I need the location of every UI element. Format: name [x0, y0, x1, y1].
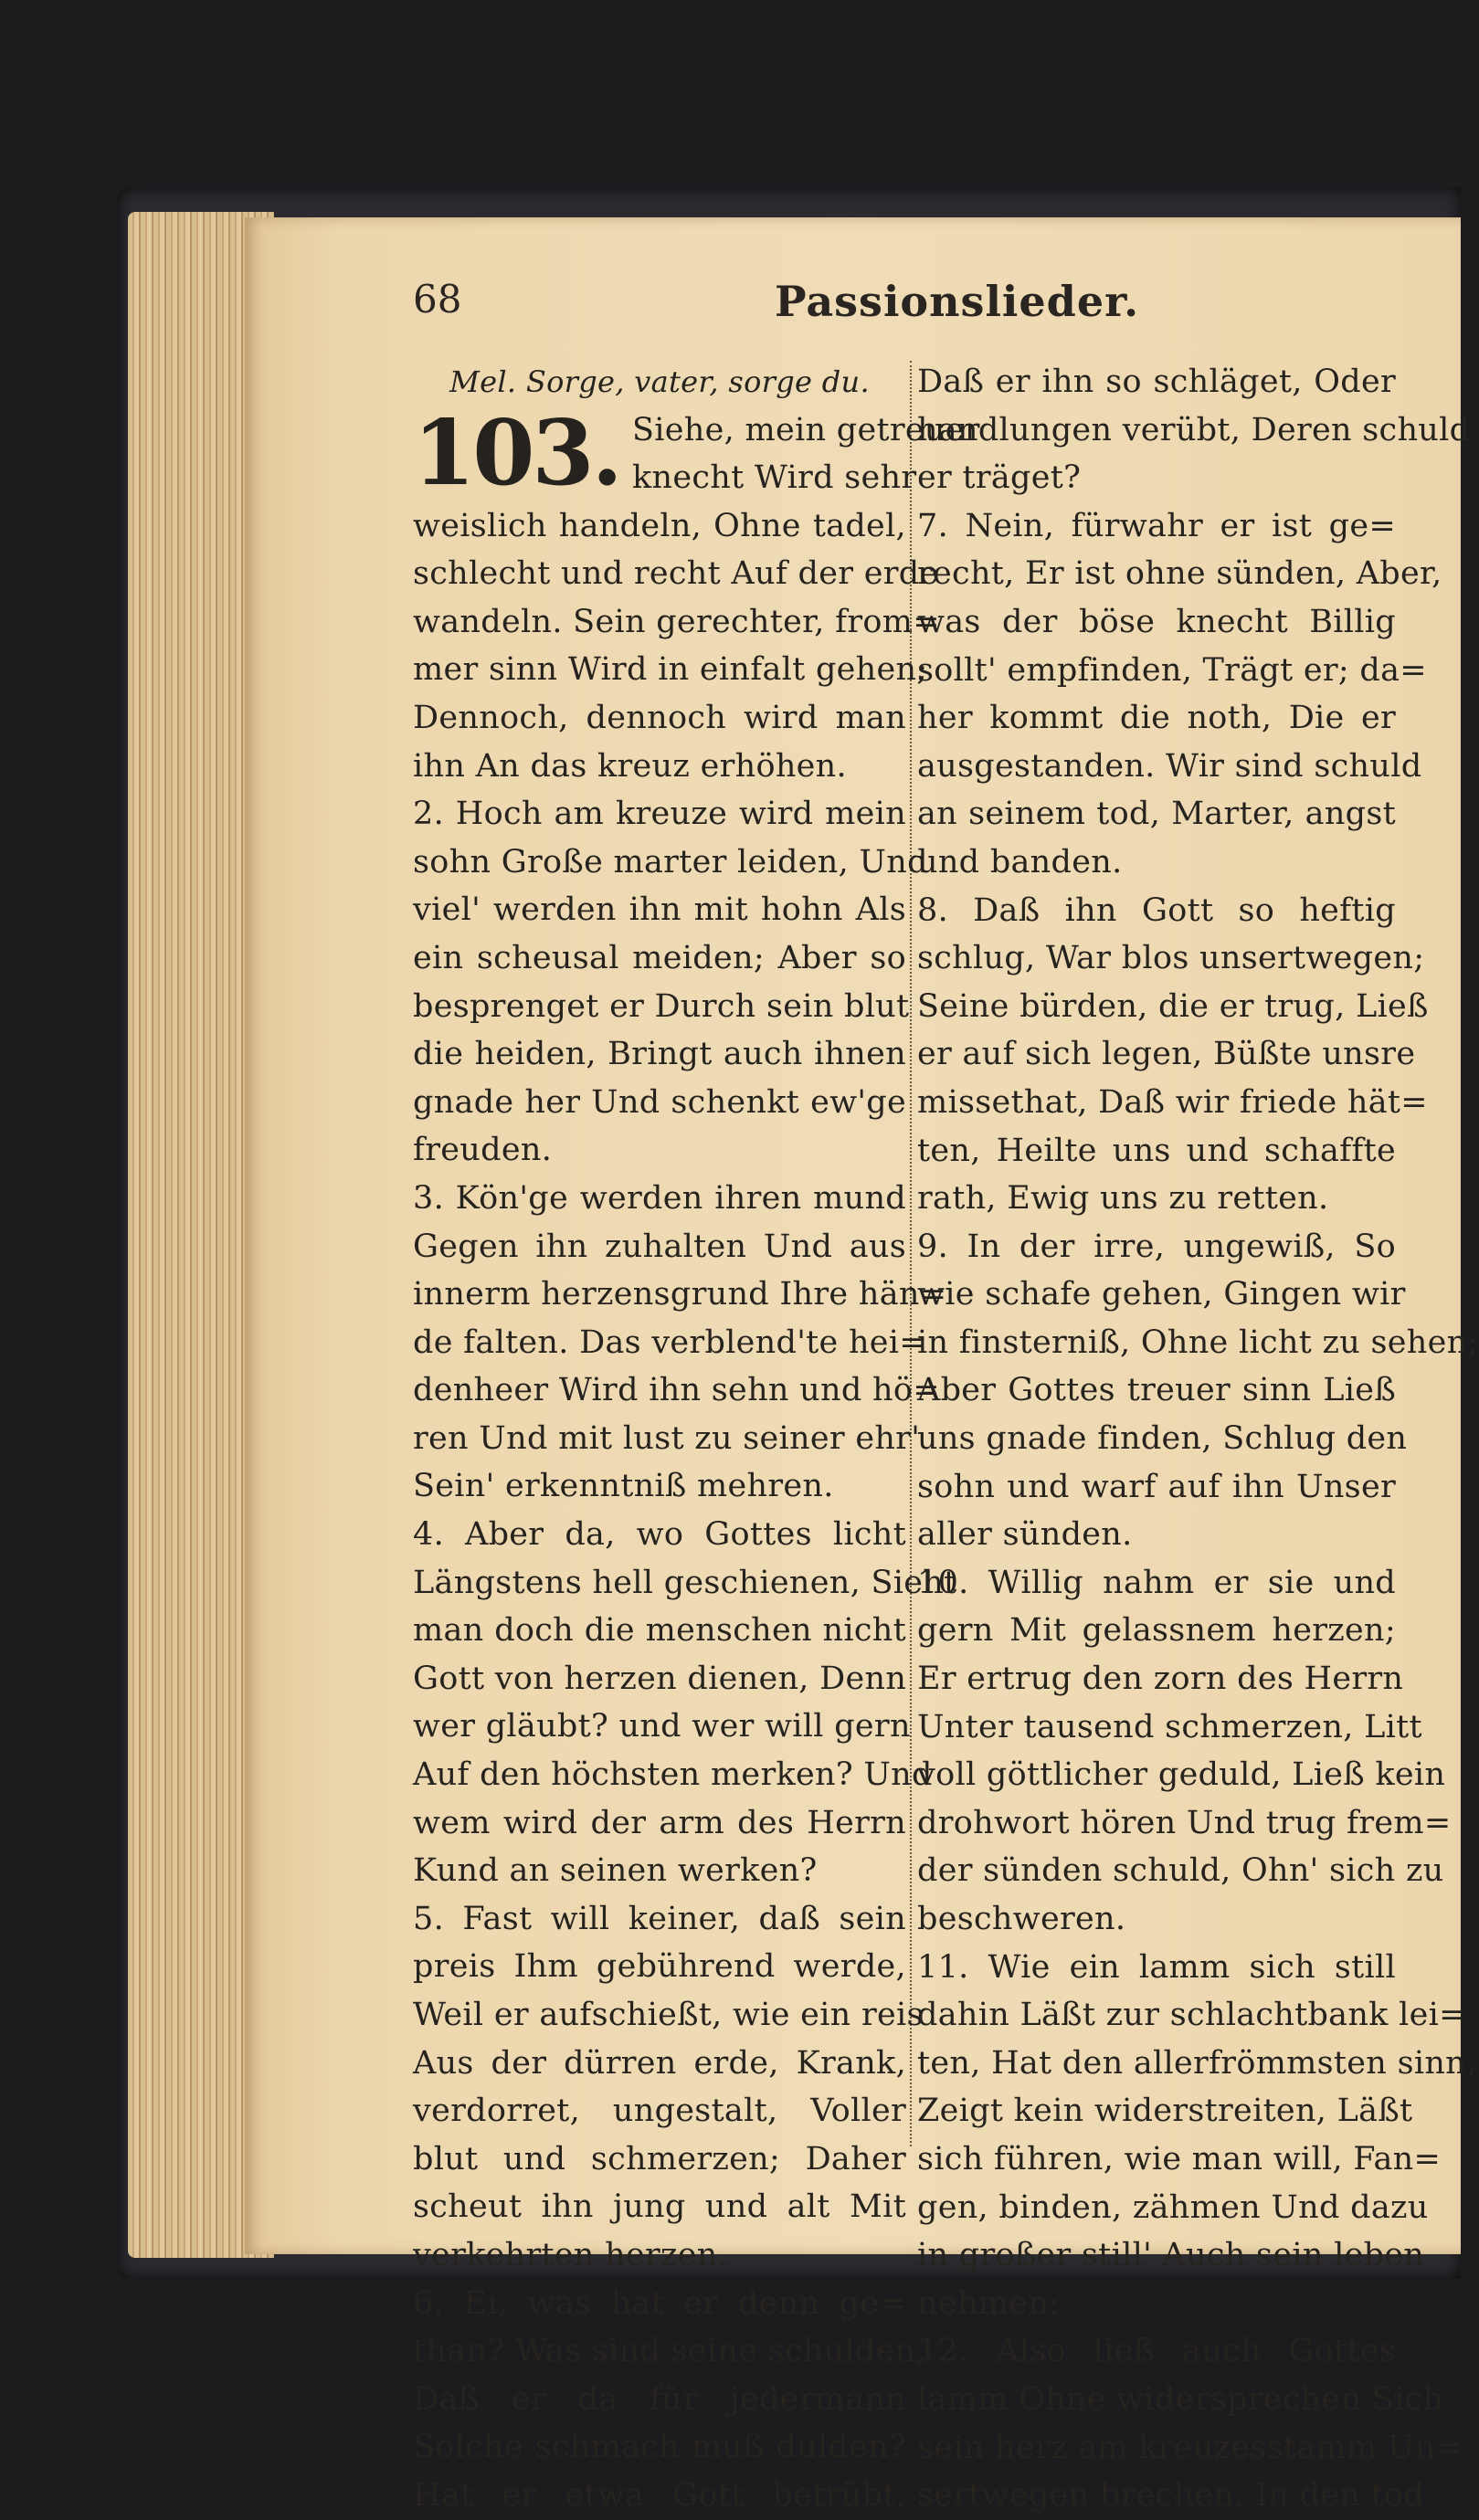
text-line: 4. Aber da, wo Gottes licht [413, 1516, 906, 1554]
left-column [413, 358, 980, 2520]
text-line: 8. Daß ihn Gott so heftig [917, 891, 1396, 929]
text-line: Dennoch, dennoch wird man [413, 699, 906, 736]
text-line: 3. Kön'ge werden ihren mund [413, 1179, 906, 1217]
text-line: schlecht und recht Auf der erde [413, 555, 939, 593]
text-line: ten, Hat den allerfrömmsten sinn, [917, 2044, 1477, 2082]
text-line: beschweren. [917, 1901, 1126, 1937]
text-line: Unter tausend schmerzen, Litt [917, 1708, 1422, 1745]
text-line: er träget? [917, 459, 1082, 497]
text-line: an seinem tod, Marter, angst [917, 796, 1396, 833]
text-line: Auf den höchsten merken? Und [413, 1756, 933, 1794]
text-line: her kommt die noth, Die er [917, 700, 1396, 737]
text-line: Kund an seinen werken? [413, 1852, 818, 1890]
text-line: Seine bürden, die er trug, Ließ [917, 987, 1429, 1025]
text-line: mer sinn Wird in einfalt gehen; [413, 651, 928, 689]
text-line: ein scheusal meiden; Aber so [413, 939, 906, 976]
text-line: viel' werden ihn mit hohn Als [413, 891, 906, 929]
text-line: ausgestanden. Wir sind schuld [917, 747, 1422, 785]
text-line: 9. In der irre, ungewiß, So [917, 1228, 1396, 1265]
text-line: sein herz am kreuzesstamm Un= [917, 2429, 1463, 2466]
text-line: in großer still' Auch sein leben [917, 2237, 1425, 2274]
melody-line: Mel. Sorge, vater, sorge du. [449, 364, 870, 399]
text-line: Solche schmach muß dulden? [413, 2429, 906, 2466]
text-line: Aus der dürren erde, Krank, [413, 2044, 906, 2082]
text-line: Daß er ihn so schläget, Oder [917, 364, 1396, 400]
text-line: wem wird der arm des Herrn [413, 1804, 906, 1841]
text-line: gen, binden, zähmen Und dazu [917, 2188, 1429, 2226]
text-line: sohn Große marter leiden, Und [413, 843, 928, 880]
text-line: de falten. Das verblend'te hei= [413, 1323, 926, 1361]
text-line: ren Und mit lust zu seiner ehr' [413, 1419, 921, 1457]
hymn-first-lines [632, 406, 980, 502]
text-line: preis Ihm gebührend werde, [413, 1948, 906, 1986]
hymn-first-line: knecht Wird sehr [632, 459, 917, 497]
text-line: drohwort hören Und trug frem= [917, 1804, 1452, 1841]
text-line: freuden. [413, 1132, 553, 1169]
right-text-lines [917, 358, 1479, 2520]
text-line: than? Was sind seine schulden, [413, 2333, 926, 2370]
right-column [917, 358, 1479, 2520]
text-line: schlug, War blos unsertwegen; [917, 940, 1425, 977]
text-line: nehmen: [917, 2284, 1061, 2322]
text-line: gern Mit gelassnem herzen; [917, 1612, 1396, 1650]
text-line: sich führen, wie man will, Fan= [917, 2140, 1442, 2177]
text-line: lamm Ohne widersprechen Sich [917, 2380, 1444, 2418]
text-line: wie schafe gehen, Gingen wir [917, 1276, 1406, 1313]
text-line: Gott von herzen dienen, Denn [413, 1660, 907, 1697]
text-line: 2. Hoch am kreuze wird mein [413, 796, 906, 833]
text-line: recht, Er ist ohne sünden, Aber, [917, 555, 1442, 593]
text-line: weislich handeln, Ohne tadel, [413, 507, 906, 544]
text-line: blut und schmerzen; Daher [413, 2140, 906, 2177]
text-line: was der böse knecht Billig [917, 603, 1396, 640]
text-line: Gegen ihn zuhalten Und aus [413, 1228, 906, 1265]
text-line: Längstens hell geschienen, Sieht [413, 1564, 957, 1601]
text-line: in finsterniß, Ohne licht zu sehen; [917, 1323, 1479, 1361]
text-line: man doch die menschen nicht [413, 1612, 906, 1650]
text-line: voll göttlicher geduld, Ließ kein [917, 1756, 1446, 1794]
text-line: 5. Fast will keiner, daß sein [413, 1900, 906, 1937]
hymn-first-line: Siehe, mein getreuer [632, 411, 980, 448]
text-line: Aber Gottes treuer sinn Ließ [917, 1372, 1396, 1409]
text-line: 7. Nein, fürwahr er ist ge= [917, 507, 1396, 544]
text-line: sertwegen brechen. In den tod [917, 2477, 1424, 2515]
text-line: Er ertrug den zorn des Herrn [917, 1661, 1404, 1698]
text-line: rath, Ewig uns zu retten. [917, 1180, 1329, 1218]
text-line: Zeigt kein widerstreiten, Läßt [917, 2093, 1413, 2130]
text-line: 6. Ei, was hat er denn ge= [413, 2284, 906, 2322]
text-line: sollt' empfinden, Trägt er; da= [917, 651, 1427, 689]
text-line: Hat er etwa Gott betrübt, [413, 2476, 906, 2514]
text-line: er auf sich legen, Büßte unsre [917, 1036, 1416, 1073]
text-line: ihn An das kreuz erhöhen. [413, 747, 847, 785]
text-line: denheer Wird ihn sehn und hö= [413, 1372, 940, 1409]
text-line: handlungen verübt, Deren schuld [917, 411, 1471, 448]
text-line: sohn und warf auf ihn Unser [917, 1468, 1396, 1505]
text-line: und banden. [917, 843, 1123, 880]
text-line: wer gläubt? und wer will gern [413, 1708, 911, 1745]
text-line: scheut ihn jung und alt Mit [413, 2188, 906, 2226]
page-number: 68 [413, 277, 462, 322]
text-line: uns gnade finden, Schlug den [917, 1420, 1408, 1458]
text-line: der sünden schuld, Ohn' sich zu [917, 1852, 1444, 1890]
text-line: Sein' erkenntniß mehren. [413, 1468, 834, 1505]
text-line: Daß er da für jedermann [413, 2380, 906, 2418]
text-line: innerm herzensgrund Ihre hän= [413, 1276, 947, 1313]
text-line: die heiden, Bringt auch ihnen [413, 1036, 906, 1073]
text-line: 10. Willig nahm er sie und [917, 1564, 1396, 1601]
text-line: wandeln. Sein gerechter, from= [413, 603, 940, 640]
text-line: verkehrten herzen. [413, 2236, 729, 2273]
text-line: aller sünden. [917, 1516, 1133, 1554]
text-line: 12. Also ließ auch Gottes [917, 2333, 1396, 2370]
text-line: besprenget er Durch sein blut [413, 987, 910, 1025]
running-title: Passionslieder. [775, 277, 1140, 326]
text-line: Weil er aufschießt, wie ein reis [413, 1997, 924, 2033]
text-line: gnade her Und schenkt ew'ge [413, 1083, 906, 1121]
left-text-lines [413, 502, 957, 2520]
text-line: verdorret, ungestalt, Voller [413, 2093, 906, 2130]
text-line: 11. Wie ein lamm sich still [917, 1948, 1396, 1986]
text-line: missethat, Daß wir friede hät= [917, 1083, 1428, 1121]
hymn-number: 103. [413, 400, 620, 506]
text-line: ten, Heilte uns und schaffte [917, 1132, 1396, 1169]
text-line: dahin Läßt zur schlachtbank lei= [917, 1997, 1466, 2034]
hymn-start [413, 400, 980, 506]
